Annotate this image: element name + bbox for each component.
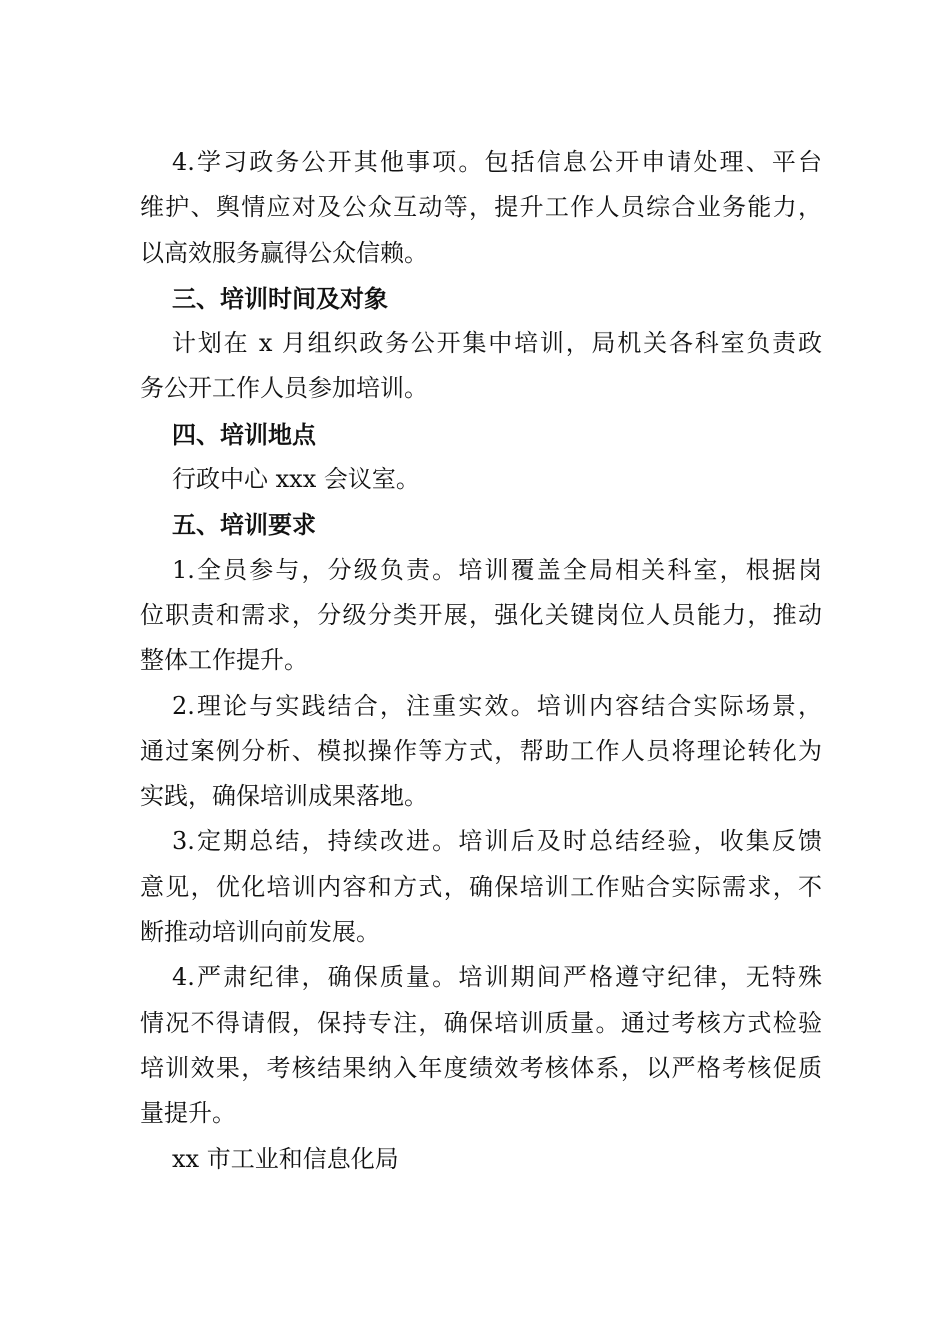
section-heading xyxy=(140,502,822,547)
text-line: 计划在 x 月组织政务公开集中培训，局机关各科室负责政 xyxy=(172,329,822,358)
text-line: 行政中心 xxx 会议室。 xyxy=(172,465,420,494)
text-line: 断推动培训向前发展。 xyxy=(140,918,380,947)
text-line: 务公开工作人员参加培训。 xyxy=(140,374,428,403)
text-line: 4.严肃纪律，确保质量。培训期间严格遵守纪律，无特殊 xyxy=(172,963,822,992)
text-line: 1.全员参与，分级负责。培训覆盖全局相关科室，根据岗 xyxy=(172,555,822,584)
paragraph xyxy=(140,140,822,276)
text-line: 整体工作提升。 xyxy=(140,646,308,675)
text-line: 3.定期总结，持续改进。培训后及时总结经验，收集反馈 xyxy=(172,827,822,856)
paragraph xyxy=(140,684,822,820)
text-line: xx 市工业和信息化局 xyxy=(172,1144,399,1173)
text-line: 四、培训地点 xyxy=(172,419,316,449)
document-body xyxy=(140,140,822,1182)
paragraph xyxy=(140,819,822,955)
text-line: 情况不得请假，保持专注，确保培训质量。通过考核方式检验 xyxy=(140,1008,822,1037)
paragraph xyxy=(140,321,822,412)
text-line: 培训效果，考核结果纳入年度绩效考核体系，以严格考核促质 xyxy=(140,1053,822,1082)
text-line: 意见，优化培训内容和方式，确保培训工作贴合实际需求，不 xyxy=(140,872,822,901)
section-heading xyxy=(140,276,822,321)
paragraph xyxy=(140,955,822,1136)
paragraph xyxy=(140,1137,822,1182)
paragraph xyxy=(140,457,822,502)
text-line: 2.理论与实践结合，注重实效。培训内容结合实际场景， xyxy=(172,691,822,720)
text-line: 以高效服务赢得公众信赖。 xyxy=(140,238,428,267)
paragraph xyxy=(140,548,822,684)
text-line: 维护、舆情应对及公众互动等，提升工作人员综合业务能力， xyxy=(140,193,822,222)
text-line: 五、培训要求 xyxy=(172,510,316,540)
text-line: 三、培训时间及对象 xyxy=(172,283,388,313)
section-heading xyxy=(140,412,822,457)
text-line: 实践，确保培训成果落地。 xyxy=(140,782,428,811)
text-line: 量提升。 xyxy=(140,1099,236,1128)
text-line: 通过案例分析、模拟操作等方式，帮助工作人员将理论转化为 xyxy=(140,736,822,765)
text-line: 位职责和需求，分级分类开展，强化关键岗位人员能力，推动 xyxy=(140,600,822,629)
text-line: 4.学习政务公开其他事项。包括信息公开申请处理、平台 xyxy=(172,148,822,176)
